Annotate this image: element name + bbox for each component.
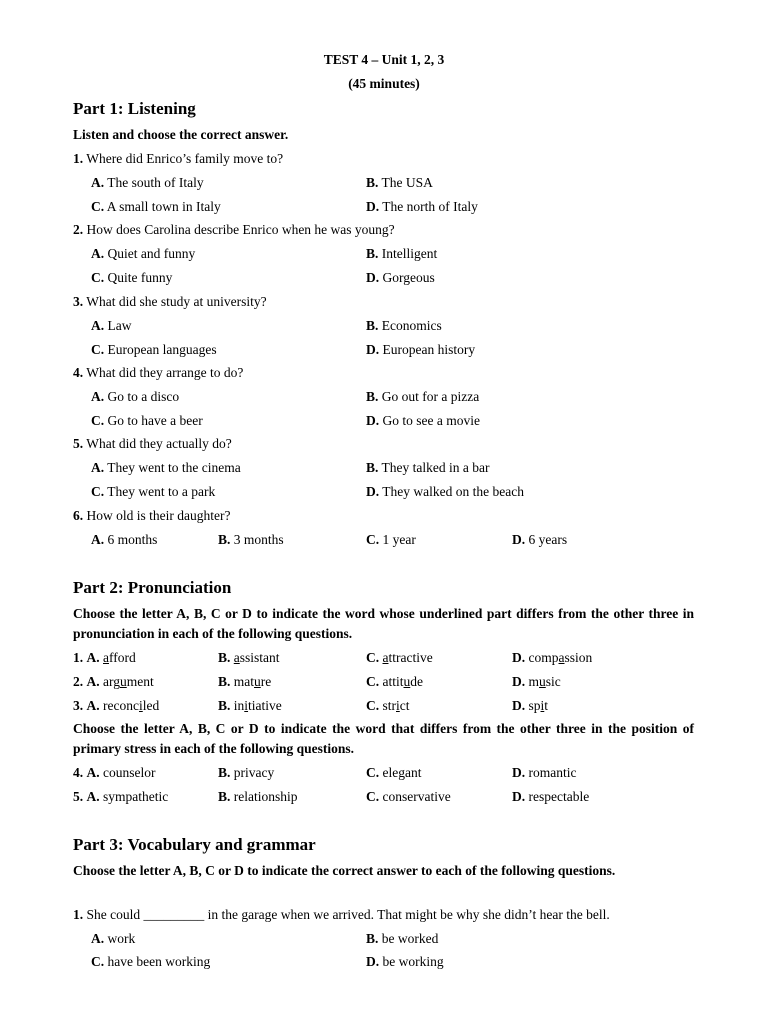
question-number: 5.: [73, 436, 84, 451]
option-a: [91, 174, 204, 192]
underlined-letter: a: [103, 650, 109, 665]
option-text: Law: [104, 318, 132, 333]
option-letter: B.: [366, 389, 379, 404]
option-b: [366, 174, 433, 192]
question-text: How does Carolina describe Enrico when he was young?: [83, 222, 395, 237]
option-letter: C.: [91, 342, 105, 357]
option-text: Go to have a beer: [104, 413, 203, 428]
option-letter: C.: [366, 698, 380, 713]
question-number: 3.: [73, 294, 84, 309]
option-letter: D.: [512, 674, 526, 689]
option-letter: B.: [218, 674, 231, 689]
word-suffix: ment: [126, 674, 154, 689]
question-text: Where did Enrico’s family move to?: [83, 151, 284, 166]
question-number: 4.: [73, 365, 84, 380]
word-suffix: ct: [399, 698, 410, 713]
option-letter: D.: [366, 954, 380, 969]
option-letter: D.: [512, 698, 526, 713]
option-text: European history: [379, 342, 476, 357]
option-text: Intelligent: [378, 246, 438, 261]
word-suffix: t: [544, 698, 549, 713]
option-letter: A.: [91, 246, 105, 261]
option-d: [366, 198, 478, 216]
option-letter: C.: [91, 270, 105, 285]
underlined-letter: i: [540, 698, 545, 713]
option-text: They talked in a bar: [378, 460, 490, 475]
option-letter: B.: [218, 650, 231, 665]
question-number: 3.: [73, 698, 84, 713]
option-text: romantic: [525, 765, 577, 780]
option-text: 3 months: [230, 532, 284, 547]
part2-heading: Part 2: Pronunciation: [73, 578, 232, 597]
option-text: 6 months: [104, 532, 158, 547]
option-b: [218, 531, 284, 549]
option-text: counselor: [99, 765, 156, 780]
word-prefix: reconc: [103, 698, 139, 713]
option-a: [91, 459, 241, 477]
option-text: sympathetic: [99, 789, 169, 804]
question-number: 1.: [73, 907, 84, 922]
option-c: [91, 953, 210, 971]
question-number: 6.: [73, 508, 84, 523]
underlined-letter: a: [382, 650, 389, 665]
pron-q3-option-d: [512, 697, 548, 715]
pron-q3-option-c: [366, 697, 410, 715]
underlined-letter: i: [396, 698, 400, 713]
option-letter: A.: [86, 650, 100, 665]
option-text: 6 years: [525, 532, 568, 547]
option-text: The USA: [378, 175, 433, 190]
option-letter: A.: [86, 765, 100, 780]
option-text: Go to see a movie: [379, 413, 480, 428]
pron-q2-option-b: [218, 673, 271, 691]
word-suffix: ttractive: [388, 650, 433, 665]
option-letter: B.: [218, 532, 231, 547]
option-b: [366, 388, 479, 406]
question-5: [73, 435, 232, 453]
option-c: [91, 341, 217, 359]
pron-q1-option-b: [218, 649, 280, 667]
option-text: have been working: [104, 954, 211, 969]
option-letter: A.: [86, 674, 100, 689]
option-text: Gorgeous: [379, 270, 435, 285]
option-b: [366, 317, 442, 335]
part2-instruction-stress: Choose the letter A, B, C or D to indicate the word that differs from the other three in the position of primary stress in each of the following questions.: [73, 721, 694, 756]
part1-instruction: Listen and choose the correct answer.: [73, 127, 289, 142]
option-text: Quite funny: [104, 270, 173, 285]
part1-heading: Part 1: Listening: [73, 99, 196, 118]
part3-heading: Part 3: Vocabulary and grammar: [73, 835, 316, 854]
stress-q5-option-a: [73, 788, 168, 806]
word-suffix: tiative: [248, 698, 282, 713]
underlined-letter: i: [138, 698, 143, 713]
pron-q1-option-a: [73, 649, 136, 667]
underlined-letter: u: [539, 674, 546, 689]
option-b: [366, 930, 438, 948]
word-suffix: led: [142, 698, 160, 713]
option-text: They walked on the beach: [379, 484, 524, 499]
stress-q5-option-d: [512, 788, 589, 806]
option-letter: C.: [366, 532, 380, 547]
option-letter: D.: [512, 789, 526, 804]
option-d: [366, 412, 480, 430]
option-text: conservative: [379, 789, 451, 804]
pron-q2-option-d: [512, 673, 561, 691]
word-prefix: m: [528, 674, 540, 689]
pron-q1-option-c: [366, 649, 433, 667]
question-2: [73, 221, 395, 239]
option-letter: A.: [91, 318, 105, 333]
option-letter: C.: [91, 954, 105, 969]
option-text: A small town in Italy: [104, 199, 221, 214]
option-text: respectable: [525, 789, 590, 804]
question-text: What did they actually do?: [83, 436, 232, 451]
option-text: Economics: [378, 318, 442, 333]
option-letter: A.: [91, 175, 105, 190]
question-number: 2.: [73, 674, 84, 689]
option-a: [91, 317, 132, 335]
option-letter: D.: [512, 532, 526, 547]
word-suffix: fford: [109, 650, 136, 665]
option-c: [366, 531, 416, 549]
option-letter: C.: [91, 484, 105, 499]
option-letter: A.: [91, 532, 105, 547]
word-suffix: re: [260, 674, 272, 689]
option-letter: C.: [366, 650, 380, 665]
option-letter: B.: [366, 931, 379, 946]
stress-q4-option-a: [73, 764, 155, 782]
option-b: [366, 459, 489, 477]
option-letter: A.: [91, 389, 105, 404]
stress-q5-option-b: [218, 788, 298, 806]
part2-instruction-pronunciation: Choose the letter A, B, C or D to indicate the word whose underlined part differs from the other three in pronunciation in each of the following questions.: [73, 606, 694, 641]
option-c: [91, 269, 172, 287]
option-letter: D.: [366, 484, 380, 499]
underlined-letter: i: [244, 698, 249, 713]
option-letter: C.: [91, 413, 105, 428]
option-letter: B.: [366, 318, 379, 333]
option-letter: B.: [218, 698, 231, 713]
option-letter: A.: [86, 789, 100, 804]
option-letter: D.: [366, 270, 380, 285]
word-prefix: str: [382, 698, 396, 713]
option-text: privacy: [230, 765, 275, 780]
option-letter: D.: [512, 650, 526, 665]
question-6: [73, 507, 230, 525]
option-text: Go out for a pizza: [378, 389, 480, 404]
option-text: They went to a park: [104, 484, 216, 499]
option-text: They went to the cinema: [104, 460, 241, 475]
question-number: 5.: [73, 789, 84, 804]
option-text: 1 year: [379, 532, 416, 547]
word-suffix: de: [410, 674, 423, 689]
option-a: [91, 930, 135, 948]
option-letter: A.: [86, 698, 100, 713]
underlined-letter: u: [403, 674, 411, 689]
underlined-letter: a: [558, 650, 565, 665]
option-a: [91, 388, 179, 406]
test-title: TEST 4 – Unit 1, 2, 3: [323, 52, 445, 67]
word-suffix: ssion: [564, 650, 593, 665]
question-text: How old is their daughter?: [83, 508, 231, 523]
option-letter: B.: [218, 765, 231, 780]
question-number: 4.: [73, 765, 84, 780]
option-d: [512, 531, 567, 549]
option-text: The north of Italy: [379, 199, 478, 214]
stress-q4-option-d: [512, 764, 576, 782]
word-prefix: arg: [103, 674, 120, 689]
word-prefix: mat: [233, 674, 255, 689]
option-d: [366, 483, 524, 501]
option-letter: D.: [366, 342, 380, 357]
pron-q3-option-a: [73, 697, 159, 715]
question-3: [73, 293, 267, 311]
pron-q2-option-a: [73, 673, 154, 691]
option-letter: B.: [366, 175, 379, 190]
option-letter: D.: [512, 765, 526, 780]
option-d: [366, 341, 475, 359]
question-text: What did she study at university?: [83, 294, 267, 309]
option-text: The south of Italy: [104, 175, 204, 190]
pron-q1-option-d: [512, 649, 592, 667]
word-prefix: in: [233, 698, 245, 713]
option-b: [366, 245, 437, 263]
stress-q5-option-c: [366, 788, 451, 806]
question-number: 1.: [73, 151, 84, 166]
option-c: [91, 412, 203, 430]
part3-instruction: Choose the letter A, B, C or D to indicate the correct answer to each of the following questions.: [73, 863, 616, 878]
test-duration: (45 minutes): [348, 76, 420, 91]
question-number: 2.: [73, 222, 84, 237]
option-text: Quiet and funny: [104, 246, 196, 261]
stress-q4-option-c: [366, 764, 421, 782]
option-letter: D.: [366, 413, 380, 428]
vocab-question-1: [73, 906, 610, 924]
option-letter: D.: [366, 199, 380, 214]
option-letter: C.: [366, 765, 380, 780]
question-number: 1.: [73, 650, 84, 665]
option-c: [91, 198, 221, 216]
word-prefix: sp: [528, 698, 541, 713]
option-text: Go to a disco: [104, 389, 180, 404]
question-1: [73, 150, 283, 168]
option-text: European languages: [104, 342, 217, 357]
option-d: [366, 269, 435, 287]
word-suffix: ssistant: [239, 650, 280, 665]
option-text: elegant: [379, 765, 422, 780]
word-prefix: attit: [382, 674, 404, 689]
option-a: [91, 245, 195, 263]
word-suffix: sic: [545, 674, 561, 689]
question-text: She could _________ in the garage when we arrived. That might be why she didn’t hear the bell.: [83, 907, 610, 922]
option-a: [91, 531, 157, 549]
option-text: be worked: [378, 931, 439, 946]
underlined-letter: a: [233, 650, 240, 665]
pron-q3-option-b: [218, 697, 282, 715]
stress-q4-option-b: [218, 764, 274, 782]
option-letter: C.: [366, 674, 380, 689]
option-letter: C.: [366, 789, 380, 804]
pron-q2-option-c: [366, 673, 423, 691]
underlined-letter: u: [120, 674, 127, 689]
option-letter: B.: [218, 789, 231, 804]
option-letter: B.: [366, 246, 379, 261]
option-letter: C.: [91, 199, 105, 214]
option-c: [91, 483, 215, 501]
question-4: [73, 364, 243, 382]
question-text: What did they arrange to do?: [83, 365, 244, 380]
option-letter: B.: [366, 460, 379, 475]
option-d: [366, 953, 444, 971]
option-letter: A.: [91, 460, 105, 475]
option-text: relationship: [230, 789, 298, 804]
option-text: be working: [379, 954, 444, 969]
option-letter: A.: [91, 931, 105, 946]
underlined-letter: u: [254, 674, 261, 689]
word-prefix: comp: [528, 650, 559, 665]
option-text: work: [104, 931, 136, 946]
